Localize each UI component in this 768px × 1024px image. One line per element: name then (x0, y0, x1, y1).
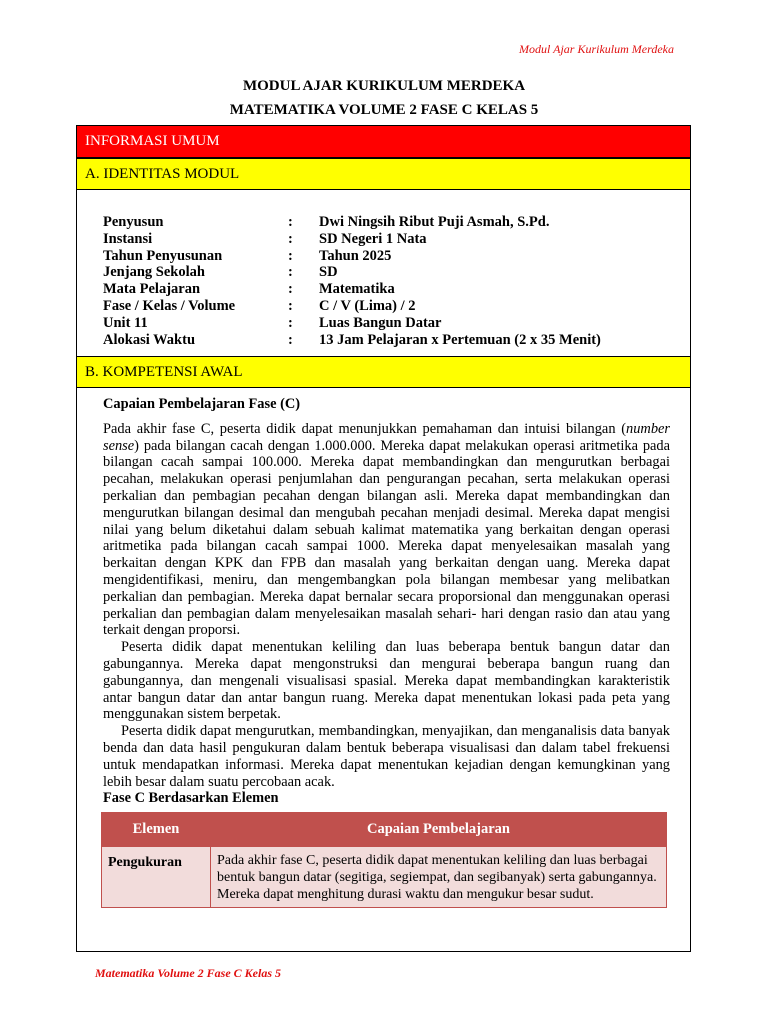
document-subtitle: MATEMATIKA VOLUME 2 FASE C KELAS 5 (229, 102, 539, 118)
cp-p1-em: number sense (103, 420, 670, 454)
capaian-pembelajaran (103, 396, 670, 815)
identitas-sep: : (288, 214, 293, 230)
cp-subtitle: Capaian Pembelajaran Fase (C) (103, 396, 301, 412)
identitas-sep: : (288, 264, 293, 281)
section-bar-kompetensi-awal: B. KOMPETENSI AWAL (77, 356, 690, 388)
footer-note: Matematika Volume 2 Fase C Kelas 5 (95, 966, 282, 980)
identitas-row (103, 298, 601, 315)
section-bar-identitas-modul: A. IDENTITAS MODUL (77, 158, 690, 190)
identitas-row (103, 248, 601, 265)
cp-p1-pre: Pada akhir fase C, peserta didik dapat menunjukkan pemahaman dan intuisi bilangan ( (103, 420, 627, 437)
identitas-value: SD Negeri 1 Nata (319, 230, 427, 247)
identitas-sep: : (288, 297, 293, 314)
identitas-key: Instansi (103, 230, 153, 247)
table-cell-capaian: Pada akhir fase C, peserta didik dapat menentukan keliling dan luas berbagai bentuk bangun datar (segitiga, segiempat, dan segibanyak) serta gabungannya. Mereka dapat menghitung durasi waktu dan mengukur besar sudut. (211, 847, 667, 908)
identitas-sep: : (288, 230, 293, 247)
table-header-row (102, 813, 667, 847)
cp-paragraph-2: Peserta didik dapat menentukan keliling dan luas beberapa bentuk bangun datar dan gabungannya. Mereka dapat mengonstruksi dan mengurai beberapa bangun ruang dan gabungannya, dan mengenali visualisasi spasial. Mereka dapat membandingkan karakteristik antar bangun datar dan antar bangun ruang. Mereka dapat menentukan lokasi pada peta yang menggunakan sistem berpetak. (103, 639, 670, 723)
identitas-list (103, 214, 601, 348)
identitas-row (103, 281, 601, 298)
module-frame (76, 125, 691, 952)
identitas-row (103, 214, 601, 231)
cp-paragraph-3: Peserta didik dapat mengurutkan, membandingkan, menyajikan, dan menganalisis data banyak benda dan data hasil pengukuran dalam bentuk beberapa visualisasi dan dalam tabel frekuensi untuk mendapatkan informasi. Mereka dapat menentukan kejadian dengan kemungkinan yang lebih besar dalam suatu percobaan acak. (103, 723, 670, 790)
table-header-elemen: Elemen (102, 813, 211, 847)
identitas-row (103, 231, 601, 248)
identitas-value: Tahun 2025 (319, 247, 392, 264)
identitas-sep: : (288, 314, 293, 331)
table-cell-elemen: Pengukuran (102, 847, 211, 908)
identitas-value: Luas Bangun Datar (319, 314, 442, 331)
table-row (102, 847, 667, 908)
identitas-value: Matematika (319, 281, 395, 298)
header-note: Modul Ajar Kurikulum Merdeka (519, 42, 674, 56)
identitas-key: Tahun Penyusunan (103, 247, 223, 264)
document-title: MODUL AJAR KURIKULUM MERDEKA (242, 78, 526, 94)
section-bar-informasi-umum: INFORMASI UMUM (77, 126, 690, 158)
identitas-row (103, 264, 601, 281)
identitas-key: Mata Pelajaran (103, 281, 201, 298)
identitas-key: Fase / Kelas / Volume (103, 297, 236, 314)
identitas-value: 13 Jam Pelajaran x Pertemuan (2 x 35 Menit) (319, 331, 601, 348)
identitas-key: Penyusun (103, 214, 164, 230)
identitas-sep: : (288, 331, 293, 348)
cp-p1-post: ) pada bilangan cacah dengan 1.000.000. Mereka dapat melakukan operasi aritmetika pada bilangan cacah sampai 100.000. Mereka dapat membandingkan dan mengurutkan berbagai pecahan, melakukan operasi penjumlahan dan pengurangan pecahan, serta melakukan operasi perkalian dan pembagian pecahan dengan bilangan asli. Mereka dapat membandingkan dan mengurutkan bilangan desimal dan mengubah pecahan menjadi desimal. Mereka dapat mengisi nilai yang belum diketahui dalam sebuah kalimat matematika yang berkaitan dengan operasi aritmetika pada bilangan cacah sampai 1000. Mereka dapat menyelesaikan masalah yang berkaitan dengan KPK dan FPB dan masalah yang berkaitan dengan uang. Mereka dapat mengidentifikasi, meniru, dan mengembangkan pola bilangan membesar yang melibatkan perkalian dan pembagian. Mereka dapat bernalar secara proporsional dan menggunakan operasi perkalian dan pembagian dalam menyelesaikan masalah sehari- hari dengan rasio dan atau yang terkait dengan proporsi. (103, 437, 670, 639)
identitas-value: C / V (Lima) / 2 (319, 297, 416, 314)
identitas-value: SD (319, 264, 338, 281)
identitas-row (103, 315, 601, 332)
table-header-capaian: Capaian Pembelajaran (211, 813, 667, 847)
identitas-key: Jenjang Sekolah (103, 264, 205, 281)
elemen-table (101, 812, 667, 908)
cp-paragraph-1 (103, 421, 670, 639)
identitas-key: Alokasi Waktu (103, 331, 196, 348)
identitas-sep: : (288, 281, 293, 298)
identitas-key: Unit 11 (103, 314, 148, 331)
elemen-title: Fase C Berdasarkan Elemen (103, 790, 279, 807)
identitas-sep: : (288, 247, 293, 264)
identitas-row (103, 332, 601, 349)
identitas-value: Dwi Ningsih Ribut Puji Asmah, S.Pd. (319, 214, 550, 230)
